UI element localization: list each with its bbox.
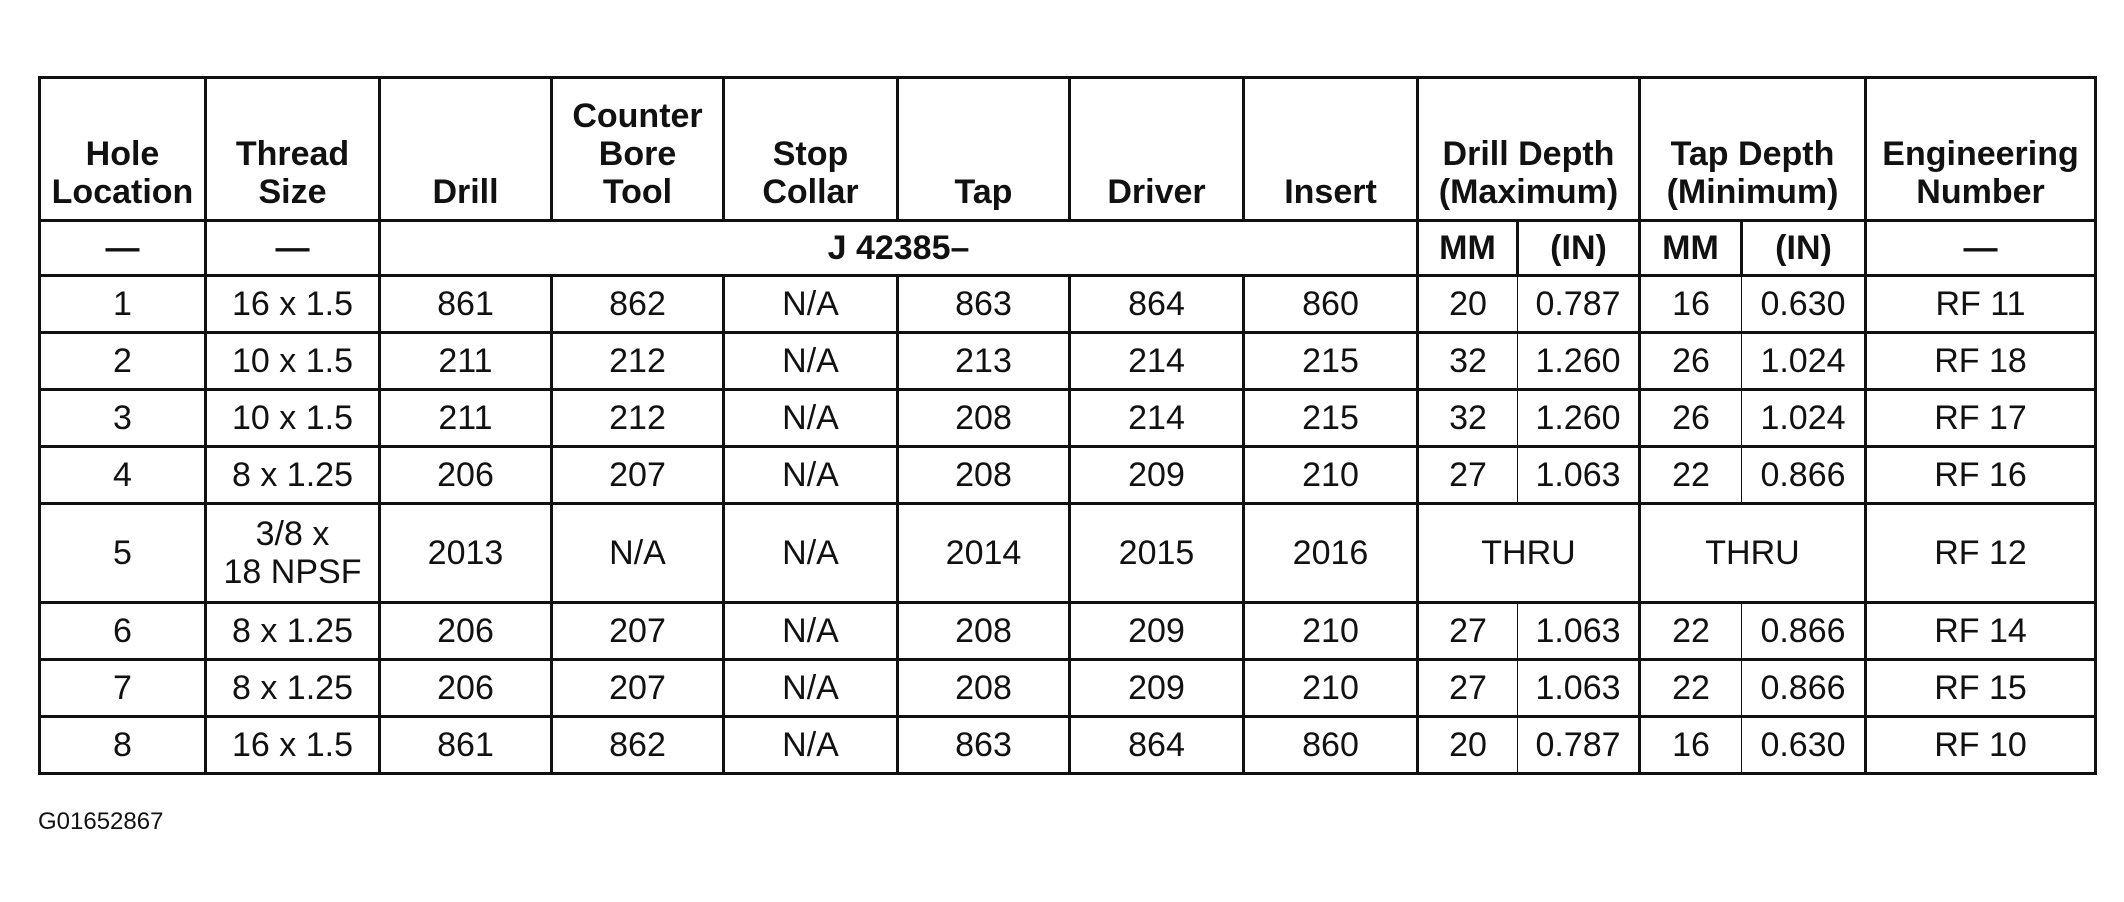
cell-drill-in: 1.260 [1518, 333, 1640, 390]
cell-driver: 209 [1070, 603, 1244, 660]
header-tap-depth: Tap Depth (Minimum) [1640, 78, 1866, 221]
cell-driver: 209 [1070, 660, 1244, 717]
hole-spec-table [38, 76, 2097, 775]
cell-engineering-number: RF 11 [1866, 276, 2096, 333]
cell-tap-depth: THRU [1640, 504, 1866, 603]
cell-drill-in: 1.260 [1518, 390, 1640, 447]
header-drill: Drill [380, 78, 552, 221]
cell-stop-collar: N/A [724, 276, 898, 333]
cell-insert: 210 [1244, 660, 1418, 717]
cell-drill-depth: THRU [1418, 504, 1640, 603]
table-row [40, 447, 2096, 504]
table-row [40, 276, 2096, 333]
cell-tap: 863 [898, 717, 1070, 774]
unit-drill-in: (IN) [1518, 221, 1640, 276]
cell-counter-bore-tool: 862 [552, 276, 724, 333]
cell-insert: 2016 [1244, 504, 1418, 603]
cell-tap: 213 [898, 333, 1070, 390]
cell-counter-bore-tool: 862 [552, 717, 724, 774]
cell-tap-mm: 16 [1640, 276, 1742, 333]
cell-engineering-number: RF 12 [1866, 504, 2096, 603]
cell-counter-bore-tool: N/A [552, 504, 724, 603]
cell-engineering-number: RF 16 [1866, 447, 2096, 504]
cell-engineering-number: RF 17 [1866, 390, 2096, 447]
cell-thread-size: 8 x 1.25 [206, 603, 380, 660]
header-counter-bore-tool: Counter Bore Tool [552, 78, 724, 221]
cell-tap-mm: 26 [1640, 390, 1742, 447]
header-stop-collar: Stop Collar [724, 78, 898, 221]
cell-drill: 861 [380, 717, 552, 774]
cell-driver: 864 [1070, 276, 1244, 333]
cell-driver: 864 [1070, 717, 1244, 774]
cell-tap: 208 [898, 660, 1070, 717]
table-row [40, 390, 2096, 447]
cell-stop-collar: N/A [724, 390, 898, 447]
cell-insert: 215 [1244, 333, 1418, 390]
cell-drill-in: 0.787 [1518, 276, 1640, 333]
cell-counter-bore-tool: 207 [552, 447, 724, 504]
cell-drill: 206 [380, 603, 552, 660]
cell-tap: 208 [898, 390, 1070, 447]
cell-tap-mm: 22 [1640, 660, 1742, 717]
cell-thread-size: 8 x 1.25 [206, 447, 380, 504]
cell-drill-mm: 27 [1418, 603, 1518, 660]
header-drill-depth: Drill Depth (Maximum) [1418, 78, 1640, 221]
cell-drill-mm: 32 [1418, 333, 1518, 390]
cell-engineering-number: RF 15 [1866, 660, 2096, 717]
header-row [40, 78, 2096, 221]
cell-drill: 206 [380, 660, 552, 717]
cell-driver: 209 [1070, 447, 1244, 504]
cell-tap-in: 0.630 [1742, 276, 1866, 333]
cell-tap-in: 0.630 [1742, 717, 1866, 774]
cell-drill-mm: 20 [1418, 276, 1518, 333]
cell-drill-in: 1.063 [1518, 660, 1640, 717]
cell-hole-location: 5 [40, 504, 206, 603]
cell-insert: 860 [1244, 717, 1418, 774]
cell-insert: 860 [1244, 276, 1418, 333]
cell-thread-size: 16 x 1.5 [206, 717, 380, 774]
cell-insert: 210 [1244, 447, 1418, 504]
cell-driver: 214 [1070, 333, 1244, 390]
cell-driver: 2015 [1070, 504, 1244, 603]
header-driver: Driver [1070, 78, 1244, 221]
cell-counter-bore-tool: 212 [552, 333, 724, 390]
cell-drill-mm: 27 [1418, 447, 1518, 504]
cell-hole-location: 1 [40, 276, 206, 333]
cell-drill-in: 1.063 [1518, 447, 1640, 504]
cell-engineering-number: RF 14 [1866, 603, 2096, 660]
unit-tap-in: (IN) [1742, 221, 1866, 276]
cell-tap-mm: 26 [1640, 333, 1742, 390]
cell-tap: 208 [898, 447, 1070, 504]
cell-drill-mm: 32 [1418, 390, 1518, 447]
header-hole-location: Hole Location [40, 78, 206, 221]
cell-tap-in: 0.866 [1742, 447, 1866, 504]
cell-tap: 2014 [898, 504, 1070, 603]
cell-hole-location: 4 [40, 447, 206, 504]
unit-row [40, 221, 2096, 276]
header-engineering-number: Engineering Number [1866, 78, 2096, 221]
cell-thread-size: 10 x 1.5 [206, 390, 380, 447]
cell-tap: 208 [898, 603, 1070, 660]
header-tap: Tap [898, 78, 1070, 221]
cell-drill: 2013 [380, 504, 552, 603]
cell-tap-in: 1.024 [1742, 333, 1866, 390]
unit-engineering-number: — [1866, 221, 2096, 276]
cell-drill: 211 [380, 390, 552, 447]
cell-stop-collar: N/A [724, 447, 898, 504]
cell-tap-mm: 16 [1640, 717, 1742, 774]
cell-hole-location: 7 [40, 660, 206, 717]
cell-tap-in: 0.866 [1742, 603, 1866, 660]
cell-tap-mm: 22 [1640, 603, 1742, 660]
cell-hole-location: 3 [40, 390, 206, 447]
cell-hole-location: 8 [40, 717, 206, 774]
table-row [40, 660, 2096, 717]
cell-hole-location: 6 [40, 603, 206, 660]
cell-insert: 215 [1244, 390, 1418, 447]
cell-stop-collar: N/A [724, 333, 898, 390]
unit-thread-size: — [206, 221, 380, 276]
cell-drill-mm: 27 [1418, 660, 1518, 717]
figure-id: G01652867 [38, 808, 164, 835]
unit-hole-location: — [40, 221, 206, 276]
cell-drill: 861 [380, 276, 552, 333]
cell-stop-collar: N/A [724, 660, 898, 717]
header-insert: Insert [1244, 78, 1418, 221]
cell-driver: 214 [1070, 390, 1244, 447]
table-row [40, 717, 2096, 774]
cell-tap-mm: 22 [1640, 447, 1742, 504]
cell-tap-in: 0.866 [1742, 660, 1866, 717]
cell-counter-bore-tool: 207 [552, 660, 724, 717]
cell-thread-size: 10 x 1.5 [206, 333, 380, 390]
cell-drill-mm: 20 [1418, 717, 1518, 774]
cell-tap-in: 1.024 [1742, 390, 1866, 447]
cell-counter-bore-tool: 207 [552, 603, 724, 660]
tool-number-prefix: J 42385– [380, 221, 1418, 276]
unit-tap-mm: MM [1640, 221, 1742, 276]
cell-tap: 863 [898, 276, 1070, 333]
cell-insert: 210 [1244, 603, 1418, 660]
cell-thread-size: 16 x 1.5 [206, 276, 380, 333]
unit-drill-mm: MM [1418, 221, 1518, 276]
table-row [40, 603, 2096, 660]
cell-counter-bore-tool: 212 [552, 390, 724, 447]
cell-hole-location: 2 [40, 333, 206, 390]
cell-stop-collar: N/A [724, 717, 898, 774]
table-row [40, 333, 2096, 390]
table-row [40, 504, 2096, 603]
header-thread-size: Thread Size [206, 78, 380, 221]
cell-drill: 211 [380, 333, 552, 390]
cell-engineering-number: RF 18 [1866, 333, 2096, 390]
cell-drill-in: 0.787 [1518, 717, 1640, 774]
cell-drill-in: 1.063 [1518, 603, 1640, 660]
cell-engineering-number: RF 10 [1866, 717, 2096, 774]
cell-drill: 206 [380, 447, 552, 504]
cell-thread-size: 8 x 1.25 [206, 660, 380, 717]
cell-thread-size: 3/8 x 18 NPSF [206, 504, 380, 603]
cell-stop-collar: N/A [724, 504, 898, 603]
cell-stop-collar: N/A [724, 603, 898, 660]
